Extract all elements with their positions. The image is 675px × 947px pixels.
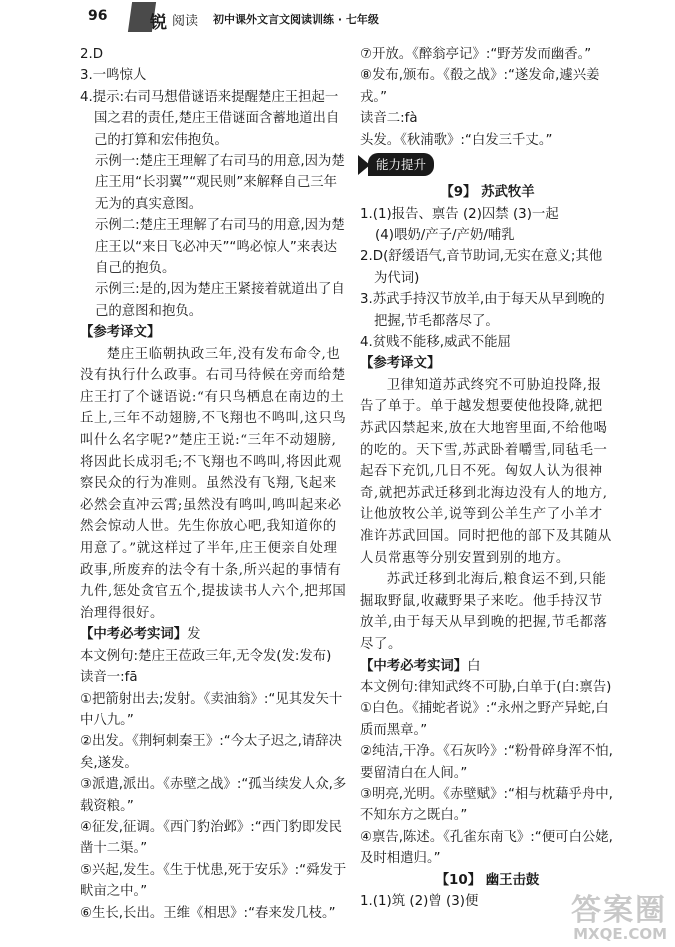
example-2: 示例二:楚庄王理解了右司马的用意,因为楚庄王以“来日飞必冲天”“鸣必惊人”来表达自己的抱负。 [95, 218, 345, 277]
translation-para-1: 卫律知道苏武终究不可胁迫投降,报告了单于。单于越发想要使他投降,就把苏武囚禁起来,放在大地窖里面,不给他喝的吃的。天下雪,苏武卧着嚼雪,同毡毛一起吞下充饥,几日不死。匈奴人认为很神奇,就把苏武迁移到北海边没有人的地方,让他放牧公羊,说等到公羊生产了小羊才准许苏武回国。同时把他的部下及其随从人员常惠等分别安置到别的地方。 [360, 377, 612, 566]
section-9-title: 【9】 苏武牧羊 [440, 185, 535, 201]
badge-label: 能力提升 [368, 153, 434, 176]
logo-char: 锐 [150, 13, 167, 33]
reading-two: 读音二:fà [360, 111, 418, 127]
keyword-heading [80, 624, 348, 645]
q9-answer-4: 4.贫贱不能移,威武不能屈 [360, 334, 511, 350]
keyword-example-9: 本文例句:律知武终不可胁,白单于(白:禀告) [360, 679, 612, 695]
translation-para-2: 苏武迁移到北海后,粮食运不到,只能掘取野鼠,收藏野果子来吃。他手持汉节放羊,由于每天从早到晚的把握,节毛都落尽了。 [360, 572, 608, 652]
reference-translation: 楚庄王临朝执政三年,没有发布命令,也没有执行什么政事。右司马待候在旁而给楚庄王打了个谜语说:“有只鸟栖息在南边的土丘上,三年不动翅膀,不飞翔也不鸣叫,这只鸟叫什么名字呢?”楚庄王说:“三年不动翅膀,将因此长成羽毛;不飞翔也不鸣叫,将因此观察民众的行为准则。虽然没有飞翔,飞起来必然会直冲云霄;虽然没有鸣叫,鸣叫起来必然会惊动人世。先生你放心吧,我知道你的用意了。”就这样过了半年,庄王便亲自处理政事,所废弃的法令有十条,所兴起的事情有九件,惩处贪官五个,提拔读书人六个,把邦国治理得很好。 [80, 346, 347, 621]
reading-one: 读音一:fā [80, 670, 138, 686]
meaning-2: ②纯洁,干净。《石灰吟》:“粉骨碎身浑不怕,要留清白在人间。” [360, 744, 613, 781]
reference-translation-heading: 【参考译文】 [80, 325, 161, 341]
meaning-3: ③明亮,光明。《赤壁赋》:“相与枕藉乎舟中,不知东方之既白。” [360, 786, 613, 824]
watermark [571, 885, 667, 943]
right-column [360, 44, 615, 912]
answer-2: 2.D [80, 47, 104, 62]
meaning-1: ①白色。《捕蛇者说》:“永州之野产异蛇,白质而黑章。” [360, 701, 609, 738]
definition-3: ③派遣,派出。《赤壁之战》:“孤当续发人众,多载资粮。” [80, 777, 347, 814]
q9-answer-3: 3.苏武手持汉节放羊,由于每天从早到晚的把握,节毛都落尽了。 [360, 292, 605, 329]
answer-4: 4.提示:右司马想借谜语来提醒楚庄王担起一国之君的责任,楚庄王借谜面含蓄地道出自己的打算和宏伟抱负。 [80, 89, 340, 148]
logo-subtitle: 阅读 [172, 14, 199, 29]
definition-2: ②出发。《荆轲刺秦王》:“今太子迟之,请辞决矣,遂发。 [80, 734, 343, 771]
watermark-line-1: 答案圈 [571, 893, 667, 928]
book-title: 初中课外文言文阅读训练 · 七年级 [213, 13, 379, 26]
q10-answer-1: 1.(1)筑 (2)曾 (3)便 [360, 893, 479, 909]
definition-6: ⑥生长,长出。王维《相思》:“春来发几枝。” [80, 905, 336, 921]
ability-badge [358, 153, 434, 176]
keyword-word: 发 [187, 627, 201, 643]
section-10-title: 【10】 幽王击鼓 [435, 872, 540, 888]
definition-9: 头发。《秋浦歌》:“白发三千丈。” [360, 132, 553, 148]
example-3: 示例三:是的,因为楚庄王紧接着就道出了自己的意图和抱负。 [95, 282, 345, 319]
keyword-label: 【中考必考实词】 [80, 627, 188, 643]
q9-answer-1a: 1.(1)报告、禀告 (2)囚禁 (3)一起 [360, 206, 559, 222]
definition-1: ①把箭射出去;发射。《卖油翁》:“见其发矢十中八九。” [80, 691, 343, 729]
keyword-word-9: 白 [467, 658, 481, 674]
q9-answer-1b: (4)喂奶/产子/产奶/哺乳 [375, 227, 515, 243]
definition-4: ④征发,征调。《西门豹治邺》:“西门豹即发民凿十二渠。” [80, 820, 343, 857]
q9-answer-2: 2.D(舒缓语气,音节助词,无实在意义;其他为代词) [360, 249, 603, 286]
page-number: 96 [88, 8, 108, 24]
left-column [80, 44, 348, 924]
definition-8: ⑧发布,颁布。《殽之战》:“遂发命,遽兴姜戎。” [360, 68, 600, 105]
definition-7: ⑦开放。《醉翁亭记》:“野芳发而幽香。” [360, 47, 592, 62]
reference-translation-heading-9: 【参考译文】 [360, 356, 441, 372]
page-header [0, 0, 675, 40]
answer-3: 3.一鸣惊人 [80, 68, 147, 84]
keyword-label-9: 【中考必考实词】 [360, 658, 468, 674]
watermark-line-2: MXQE.COM [573, 925, 667, 943]
keyword-heading-9 [360, 656, 615, 677]
definition-5: ⑤兴起,发生。《生于忧患,死于安乐》:“舜发于畎亩之中。” [80, 862, 347, 900]
example-1: 示例一:楚庄王理解了右司马的用意,因为楚庄王用“长羽翼”“观民则”来解释自己三年无为的真实意图。 [95, 154, 345, 212]
keyword-example: 本文例句:楚庄王莅政三年,无令发(发:发布) [80, 648, 332, 664]
meaning-4: ④禀告,陈述。《孔雀东南飞》:“便可白公姥,及时相遣归。” [360, 829, 613, 867]
